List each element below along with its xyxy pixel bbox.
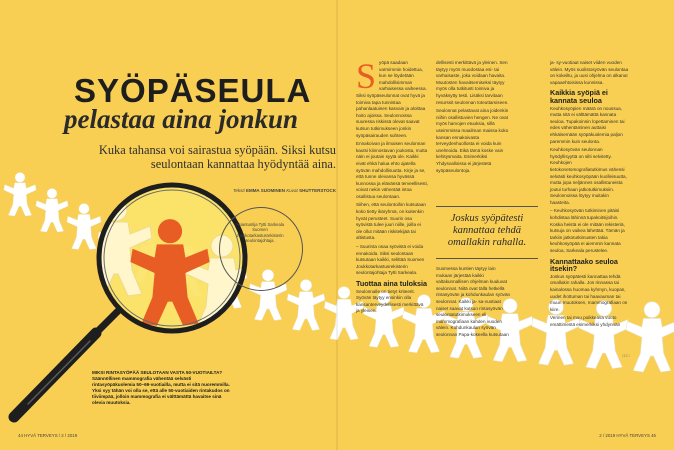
byline-image-label: Kuvat — [286, 188, 298, 193]
article-column-1 — [356, 56, 429, 317]
article-subtitle: pelastaa aina jonkun — [64, 104, 299, 134]
byline-text-label: Teksti — [233, 188, 245, 193]
column-1-paragraph-5: Seulonnalle on tietyt kriteerit. Syövän täytyy ensinkin olla kansanterveydellisesti merkittävä ja yleinen. — [356, 288, 424, 314]
article-column-2b — [436, 266, 512, 341]
column-1-paragraph-2: Ennakoivan ja ilmaisen seulonnan kautsi kiinnostavan joukosta, mutta näin ei joutain syytä ole. Kaikki eivät ehkä halua ehto ajatella syövän mahdollisuutta. Kirje ja se, että tunne olevansa hyvässä kunnossa ja elävänsä terveellisesti, voivat nekin vähentää intoa osallistua seulontaan. — [356, 141, 429, 199]
article-column-3 — [550, 60, 630, 331]
callout-ring — [219, 207, 303, 291]
byline-image-credit: SHUTTERSTOCK — [299, 188, 336, 193]
byline — [120, 188, 336, 193]
dropcap: S — [356, 56, 377, 96]
column-3-paragraph-4: – Keuhkosyövän tutkiminen pitäisi kohdistaa lähinnä tupakoitsijoihin. Koska heistä ei ole mitään rekisteriä, kutsuja on vaikea lähettää. Tämän ja tarkiin jatkotutkimusten takia keuhkosyöpää ei aiemmin kannata seuloa, Sarkeala perustelee. — [550, 208, 625, 254]
column-3-paragraph-3: Keuhkosyövän seulonnan hyödyllisyyttä on silti selvitetty. Keuhkojen tietokonetomografiatutkimus vähensi selvästi keuhkosyöpään kuolleisuutta, mutta jopa neljännes osallistuneista joutui turhaan jatkotutkimuksiin. Seulonnoissa löytyy muitakin haasteita. — [550, 147, 627, 205]
column-1-paragraph-1: yöpä saadaan varmimmin hoidettua, kun se löydetään mahdollisimman varhaisessa vaiheessa. Siksi syöpäseulonnat ovat hyvä ja toimiva tapa tunnistaa pahanlaatuinen kasvain ja aloittaa hoito ajoissa. Seulonnoissa suuressa riskissä olevat saavat kutsun tutkimukseen jonkin syöpäsairauden suhteen. — [356, 60, 427, 138]
column-3-paragraph-6: Verinen tai muu poikkeava vuoto emättimestä esimerkiksi yhdynnän — [550, 315, 621, 327]
column-3-paragraph-1: ja- sy-vuotiaat naiset viiden vuoden välein. Myös suolistosyövän seulontaa on kokeiltu, ja uusi ohjelma on alkanut vapaaehtoisissa kunnissa. — [550, 60, 629, 85]
sidebar-box — [92, 370, 230, 406]
sidebar-answer: Säännöllinen mammografia vähentää selvästi rintasyöpäkuolemia 50–69-vuotiailla, mutta ei sitä nuoremmilla. Yksi syy tähän voi olla se, että alle 50-vuotiaiden rintakudos on tiiviimpää, jolloin mammografia ei välttämättä havaitse sinä olevia muutoksia. — [92, 376, 230, 405]
sidebar-question: MIKSI RINTASYÖPÄÄ SEULOTAAN VASTA 50-VUOTIAILTA? — [92, 370, 223, 375]
column-3-paragraph-2: Keuhkosyöpien määrä on noussua, mutta sitä ei välttämättä kannata seuloa. Tupakoinnin lopettaminen tai edes vähentäminen auttaisi ehkäisemään syöpäkuolemia paljon paremmin kuin seulonta. — [550, 105, 625, 144]
column-3-paragraph-5: Joskus syöpätesti kannattaa tehdä omallakin rahalla. Jos rinnassa tai kainalossa huomaa kyhmyn, kuopan, uudet ihottuman tai haavauman tai muun muutoksen, mammografiaan on kiire. — [550, 273, 628, 312]
pull-quote-rule-top — [436, 206, 538, 207]
article-title: SYÖPÄSEULA — [74, 72, 312, 109]
subheading-kaikkia: Kaikkia syöpiä ei kannata seuloa — [550, 88, 608, 105]
pull-quote: Joskus syöpätesti kannattaa tehdä omallakin rahalla. — [447, 213, 527, 248]
column-1-paragraph-3: Siihen, että seulontoihin kutsutaan koko tietty ikäryhmä, on kuitenkin hyvät perusteet. Suurin osa syövistä tulee juuri niille, joilla ei ole ollut mitään riskitekijää tai altistusta. — [356, 202, 426, 241]
folio-right: 2 / 2019 HYVÄ TERVEYS 45 — [599, 433, 656, 438]
pull-quote-rule-bottom — [436, 258, 538, 259]
column-2-paragraph-2: Seulonnat pelastavat aina joidenkin niihin osallistuvien hengen. Ne ovat myös harvojen etuuksia, sillä useimmissa maailman maissa koko kansan ennakoivasta terveydenhuollosta ei voida kuin unelmoida. Eikä tämä koske vain kehitysmaita. Esimerkiksi Yhdysvalloissa ei järjestetä syöpäseulontoja. — [436, 108, 509, 173]
author-signature-mark: □□□ — [622, 353, 630, 358]
column-2-paragraph-1: dellisesti merkittävä ja yleinen. Sen täytyy myös muodostaa esi- tai varhaisaste, joka voidaan havaita. Muutosten havaitsemiseksi täytyy myös olla tutkitusti toimiva ja hyväksytty testi. Lisäksi tarvitaan resurssit seulonnan toteuttamiseen. — [436, 60, 509, 105]
expert-callout: Asiantuntija Tytti Sarkeala Suomen Joukkotarkastusrekisterin seulontajohtaja. — [235, 222, 285, 244]
magnifier-handle — [14, 333, 96, 417]
subheading-kannattaako: Kannattaako seuloa itsekin? — [550, 256, 618, 274]
article-lead: Kuka tahansa voi sairastua syöpään. Siksi kutsu seulontaan kannattaa hyödyntää aina. — [98, 143, 336, 171]
article-column-2a — [436, 60, 512, 176]
column-2-paragraph-3: Suomessa kuntien täytyy lain mukaan järjestää kaikki valtakunnallisen ohjelman kuuluvat seulonnat. Niitä ovat tällä hetkellä rintasyövän ja kohdunkaulan syövän seulonnat. Kaikki ja- sa-vuotiaat naiset saavat kutsun rintasyövän seulontatutkimukseen eli mammografiaan kahden vuoden välein. Kohdunkaulan syövän seulonnan Papa-kokeella kutsutaan — [436, 266, 511, 337]
subheading-tuottaa: Tuottaa aina tuloksia — [356, 279, 427, 288]
folio-left: 44 HYVÄ TERVEYS / 2 / 2019 — [18, 433, 78, 438]
byline-author: EMMA SUOMINEN — [245, 188, 286, 193]
page-fold — [336, 0, 338, 450]
column-1-paragraph-4: – Suurinta osaa syövistä ei voida ennakoida. Siksi seulontaan kutsutaan kaikki, selittää Suomen Joukkotarkastusrekisterin seulontajohtaja Tytti Sarkeala. — [356, 244, 425, 276]
